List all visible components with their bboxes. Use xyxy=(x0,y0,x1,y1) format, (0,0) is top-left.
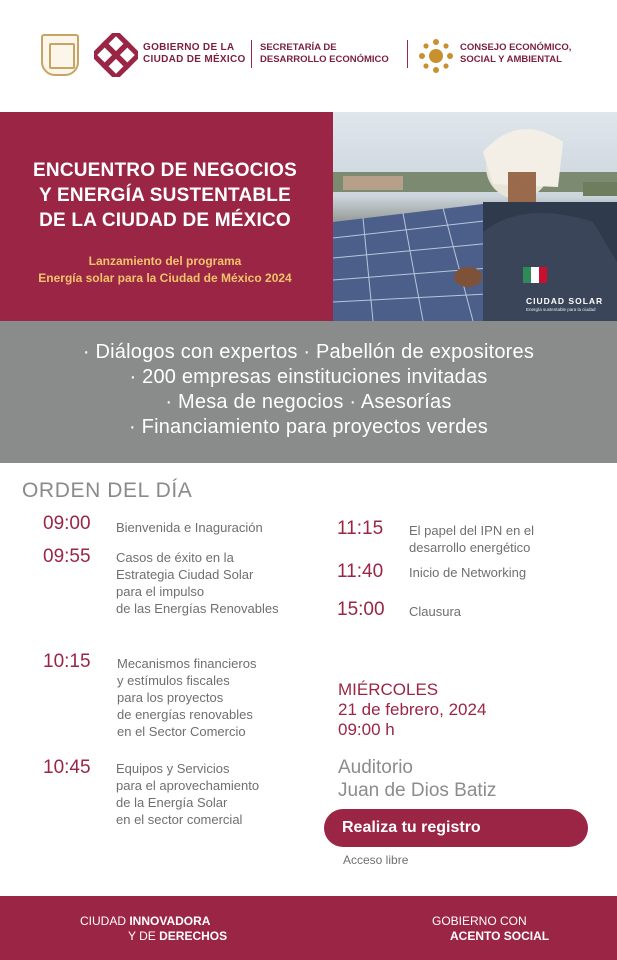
solar-worker-photo xyxy=(333,112,617,321)
agenda-desc xyxy=(409,564,526,581)
desc-line: de energías renovables xyxy=(117,707,253,722)
desc-line: Casos de éxito en la xyxy=(116,550,234,565)
solar-panels-illustration xyxy=(333,112,617,321)
agenda-time: 11:15 xyxy=(337,518,384,539)
sec-line1: SECRETARÍA DE xyxy=(260,42,337,53)
highlight-line: · Mesa de negocios · Asesorías xyxy=(165,391,452,413)
venue-line: Juan de Dios Batiz xyxy=(338,780,497,801)
ces-line1: CONSEJO ECONÓMICO, xyxy=(460,42,572,53)
agenda-desc xyxy=(116,760,259,828)
cdmx-shield-icon xyxy=(41,34,79,76)
access-note: Acceso libre xyxy=(343,853,409,867)
highlights-band xyxy=(0,321,617,463)
agenda-time: 09:00 xyxy=(43,513,91,534)
slogan-bold: INNOVADORA xyxy=(129,914,211,928)
ciudad-solar-tagline: Energía sustentable para la ciudad xyxy=(526,307,596,312)
agenda-desc xyxy=(409,603,461,620)
desc-line: Equipos y Servicios xyxy=(116,761,230,776)
event-venue xyxy=(338,756,496,802)
header-divider xyxy=(251,40,252,68)
desc-line: El papel del IPN en el xyxy=(409,523,535,538)
gov-cdmx-label xyxy=(143,42,246,66)
desc-line: en el sector comercial xyxy=(116,812,243,827)
agenda-time: 10:45 xyxy=(43,757,91,778)
event-hour: 09:00 h xyxy=(338,720,395,739)
footer-right-slogan xyxy=(432,914,549,944)
slogan-line xyxy=(80,929,227,944)
subtitle-line: Energía solar para la Ciudad de México 2024 xyxy=(38,271,292,285)
ces-line2: SOCIAL Y AMBIENTAL xyxy=(460,54,562,65)
desc-line: Clausura xyxy=(409,604,462,619)
footer xyxy=(0,896,617,960)
desc-line: para los proyectos xyxy=(117,690,224,705)
desc-line: Mecanismos financieros xyxy=(117,656,257,671)
agenda-time: 10:15 xyxy=(43,651,91,672)
highlight-line: · 200 empresas einstituciones invitadas xyxy=(129,366,488,388)
header-divider xyxy=(407,40,408,68)
ciudad-solar-logo: CIUDAD SOLAR xyxy=(526,296,604,306)
gov-line1: GOBIERNO DE LA xyxy=(143,42,235,53)
agenda-desc xyxy=(117,655,256,740)
agenda-title: ORDEN DEL DÍA xyxy=(22,479,193,502)
slogan-text: CIUDAD xyxy=(80,914,130,928)
hero-banner xyxy=(0,112,617,321)
title-line: Y ENERGÍA SUSTENTABLE xyxy=(39,185,291,206)
register-button[interactable]: Realiza tu registro xyxy=(324,809,588,847)
desc-line: Estrategia Ciudad Solar xyxy=(116,567,254,582)
desc-line: de las Energías Renovables xyxy=(116,601,279,616)
sec-line2: DESARROLLO ECONÓMICO xyxy=(260,54,389,65)
subtitle-line: Lanzamiento del programa xyxy=(88,254,242,268)
agenda-desc xyxy=(116,519,263,536)
title-line: ENCUENTRO DE NEGOCIOS xyxy=(33,160,297,181)
slogan-bold: DERECHOS xyxy=(159,929,228,943)
slogan-line xyxy=(80,914,227,929)
desc-line: para el impulso xyxy=(116,584,205,599)
event-date-text: 21 de febrero, 2024 xyxy=(338,700,487,719)
desc-line: en el Sector Comercio xyxy=(117,724,246,739)
event-title xyxy=(10,158,320,233)
venue-line: Auditorio xyxy=(338,757,413,778)
agenda-time: 09:55 xyxy=(43,546,91,567)
slogan-line: ACENTO SOCIAL xyxy=(450,929,550,943)
gov-line2: CIUDAD DE MÉXICO xyxy=(143,54,246,65)
slogan-text: Y DE xyxy=(128,929,160,943)
desc-line: Inicio de Networking xyxy=(409,565,527,580)
sedeco-label xyxy=(260,42,389,66)
header xyxy=(0,0,617,112)
desc-line: y estímulos fiscales xyxy=(117,673,230,688)
event-date xyxy=(338,680,486,740)
agenda-desc xyxy=(409,522,534,556)
sun-logo-icon xyxy=(418,38,454,74)
hero-text-panel xyxy=(0,112,333,321)
highlight-line: · Diálogos con expertos · Pabellón de expositores xyxy=(82,341,535,363)
agenda-time: 11:40 xyxy=(337,561,384,582)
agenda-desc xyxy=(116,549,279,617)
consejo-label xyxy=(460,42,571,66)
desc-line: para el aprovechamiento xyxy=(116,778,260,793)
event-day: MIÉRCOLES xyxy=(338,680,439,699)
desc-line: desarrollo energético xyxy=(409,540,531,555)
agenda-time: 15:00 xyxy=(337,599,385,620)
desc-line: de la Energía Solar xyxy=(116,795,228,810)
footer-left-slogan xyxy=(80,914,227,944)
highlight-line: · Financiamiento para proyectos verdes xyxy=(129,416,488,438)
event-subtitle xyxy=(10,253,320,287)
title-line: DE LA CIUDAD DE MÉXICO xyxy=(39,210,291,231)
cdmx-knot-logo-icon xyxy=(94,33,138,77)
slogan-line: GOBIERNO CON xyxy=(432,914,527,928)
desc-line: Bienvenida e Inaguración xyxy=(116,520,263,535)
